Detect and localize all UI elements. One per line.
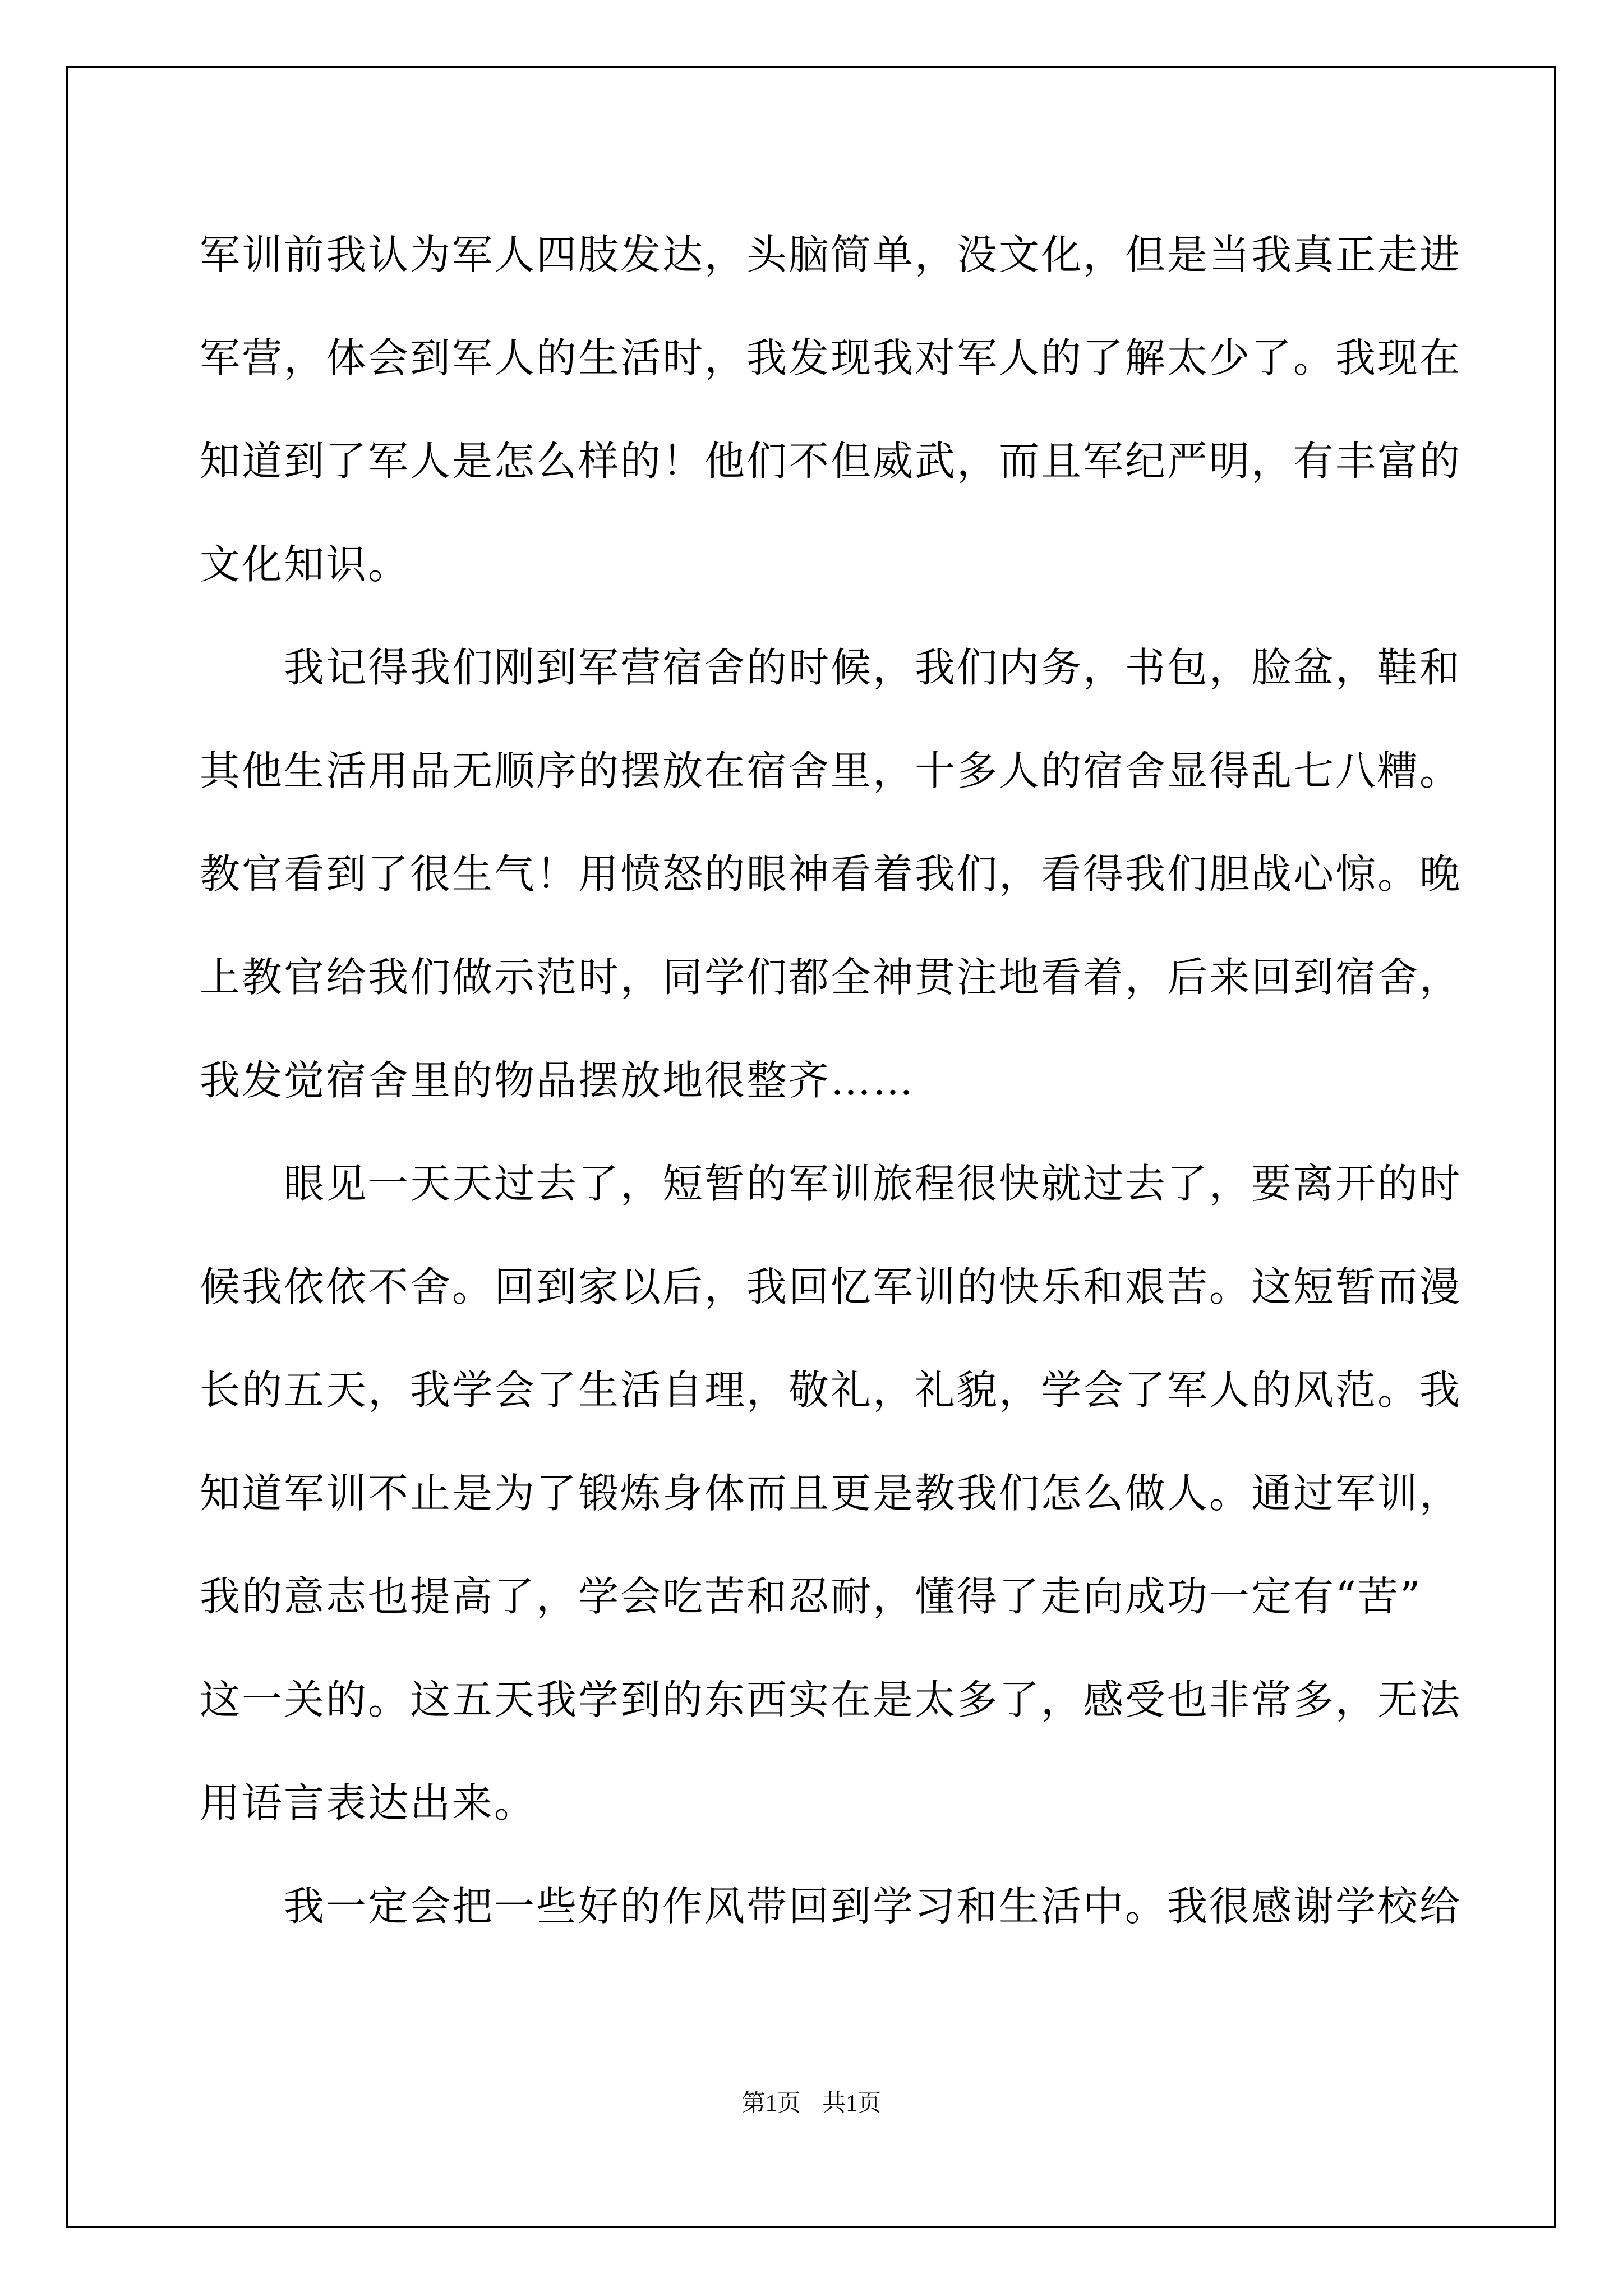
document-body [200, 203, 1462, 1958]
text-line-8: 上教官给我们做示范时，同学们都全神贯注地看着，后来回到宿舍， [200, 954, 1462, 1001]
text-line-10: 眼见一天天过去了，短暂的军训旅程很快就过去了，要离开的时 [200, 1160, 1462, 1207]
page-number-total: 共1页 [822, 2091, 882, 2116]
text-line-6: 其他生活用品无顺序的摆放在宿舍里，十多人的宿舍显得乱七八糟。 [200, 747, 1462, 794]
text-line-3: 知道到了军人是怎么样的！他们不但威武，而且军纪严明，有丰富的 [200, 438, 1462, 485]
text-line-11: 候我依依不舍。回到家以后，我回忆军训的快乐和艰苦。这短暂而漫 [200, 1263, 1462, 1310]
page-number-current: 第1页 [741, 2091, 801, 2116]
text-line-16: 用语言表达出来。 [200, 1779, 537, 1826]
text-line-12: 长的五天，我学会了生活自理，敬礼，礼貌，学会了军人的风范。我 [200, 1366, 1462, 1414]
text-line-4: 文化知识。 [200, 541, 411, 588]
text-line-1: 军训前我认为军人四肢发达，头脑简单，没文化，但是当我真正走进 [200, 231, 1462, 278]
text-line-14: 我的意志也提高了，学会吃苦和忍耐，懂得了走向成功一定有“苦” [200, 1573, 1422, 1620]
text-line-2: 军营，体会到军人的生活时，我发现我对军人的了解太少了。我现在 [200, 334, 1462, 381]
page-footer [0, 2087, 1623, 2120]
text-line-15: 这一关的。这五天我学到的东西实在是太多了，感受也非常多，无法 [200, 1676, 1462, 1723]
text-line-9: 我发觉宿舍里的物品摆放地很整齐…… [200, 1057, 915, 1104]
text-line-7: 教官看到了很生气！用愤怒的眼神看着我们，看得我们胆战心惊。晚 [200, 850, 1462, 898]
text-line-17: 我一定会把一些好的作风带回到学习和生活中。我很感谢学校给 [200, 1883, 1462, 1930]
text-line-13: 知道军训不止是为了锻炼身体而且更是教我们怎么做人。通过军训， [200, 1470, 1462, 1517]
text-line-5: 我记得我们刚到军营宿舍的时候，我们内务，书包，脸盆，鞋和 [200, 644, 1462, 691]
